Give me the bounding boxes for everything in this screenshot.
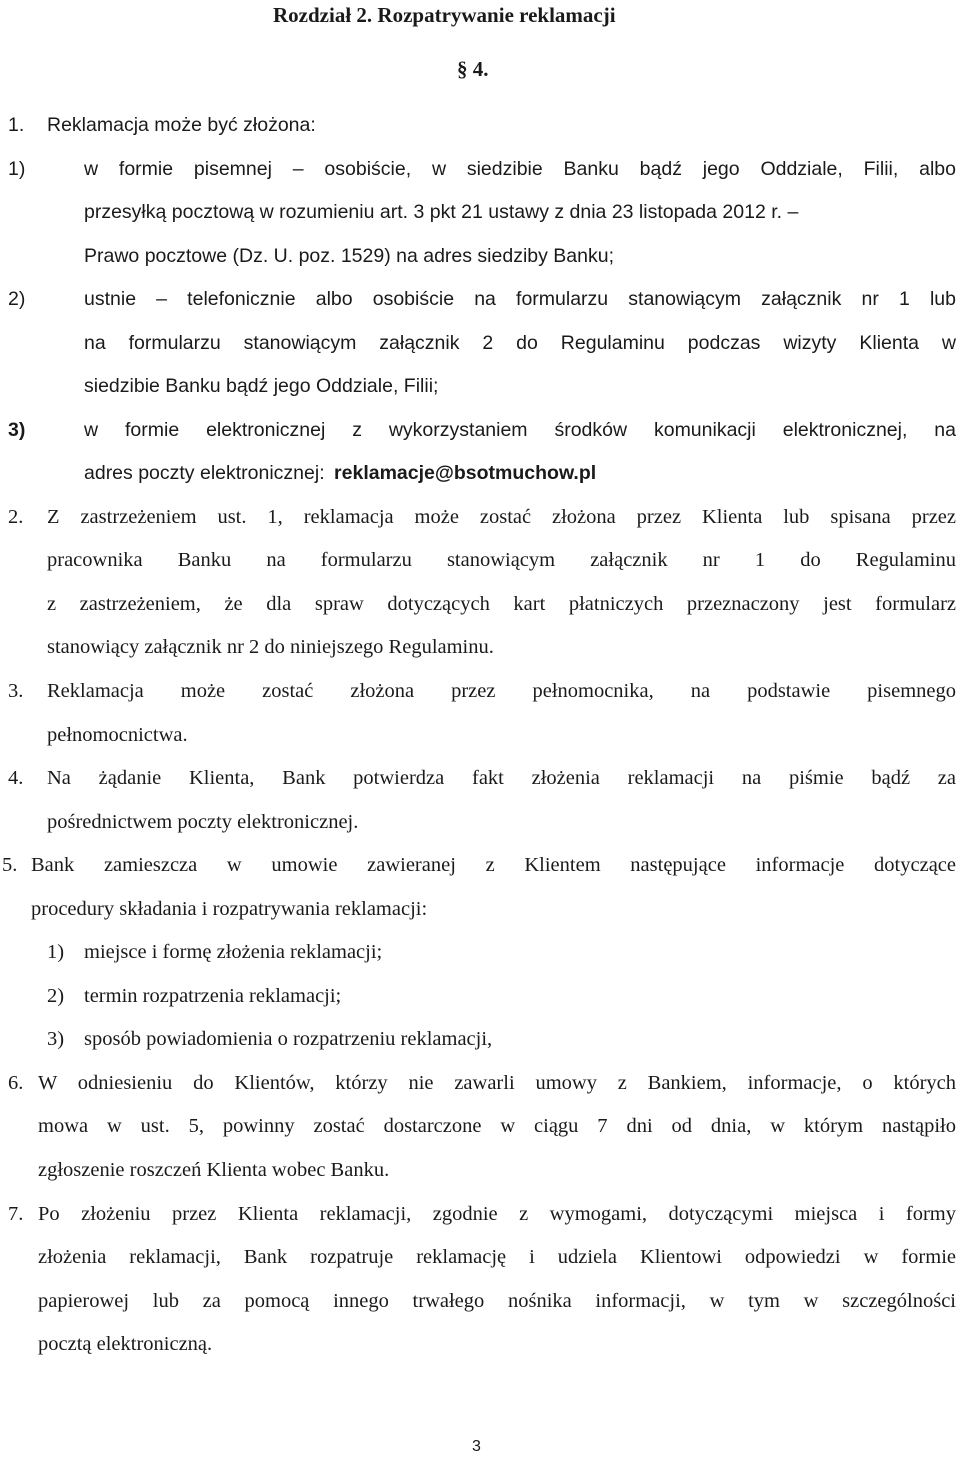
text-line: w formie pisemnej – osobiście, w siedzibie Banku bądź jego Oddziale, Filii, albo [84, 158, 956, 180]
text-line: Na żądanie Klienta, Bank potwierdza fakt złożenia reklamacji na piśmie bądź za [47, 767, 956, 789]
text-line: W odniesieniu do Klientów, którzy nie zawarli umowy z Bankiem, informacje, o których [38, 1072, 956, 1094]
text-line: Bank zamieszcza w umowie zawieranej z Klientem następujące informacje dotyczące [31, 854, 956, 876]
text-line: procedury składania i rozpatrywania reklamacji: [31, 898, 428, 920]
item-number: 5. [2, 854, 18, 876]
text-line: papierowej lub za pomocą innego trwałego nośnika informacji, w tym w szczególności [38, 1290, 956, 1312]
text-line: sposób powiadomienia o rozpatrzeniu reklamacji, [84, 1028, 493, 1050]
subitem-number: 2) [47, 985, 65, 1007]
subitem-number: 1) [8, 158, 26, 180]
subitem-number: 2) [8, 288, 26, 310]
text-line: Reklamacja może zostać złożona przez pełnomocnika, na podstawie pisemnego [47, 680, 956, 702]
text-line: zgłoszenie roszczeń Klienta wobec Banku. [38, 1159, 390, 1181]
subitem-number: 1) [47, 941, 65, 963]
text-line: ustnie – telefonicznie albo osobiście na formularzu stanowiącym załącznik nr 1 lub [84, 288, 956, 310]
item-number: 4. [8, 767, 24, 789]
text-line: mowa w ust. 5, powinny zostać dostarczone w ciągu 7 dni od dnia, w którym nastąpiło [38, 1115, 956, 1137]
text-line: przesyłką pocztową w rozumieniu art. 3 pkt 21 ustawy z dnia 23 listopada 2012 r. – [84, 201, 799, 223]
text-line: Po złożeniu przez Klienta reklamacji, zgodnie z wymogami, dotyczącymi miejsca i formy [38, 1203, 956, 1225]
item-number: 6. [8, 1072, 24, 1094]
paragraph-sign: § 4. [457, 57, 489, 81]
text-line: z zastrzeżeniem, że dla spraw dotyczących kart płatniczych przeznaczony jest formularz [47, 593, 956, 615]
page-number: 3 [472, 1438, 481, 1455]
item-text: Reklamacja może być złożona: [47, 114, 316, 136]
subitem-number: 3) [47, 1028, 65, 1050]
text-line: stanowiący załącznik nr 2 do niniejszego Regulaminu. [47, 636, 494, 658]
subitem-number: 3) [8, 419, 26, 441]
item-number: 2. [8, 506, 24, 528]
text-line: pełnomocnictwa. [47, 724, 188, 746]
text-line: pracownika Banku na formularzu stanowiącym załącznik nr 1 do Regulaminu [47, 549, 956, 571]
item-number: 1. [8, 114, 25, 136]
text-line: pocztą elektroniczną. [38, 1333, 213, 1355]
text-line: siedzibie Banku bądź jego Oddziale, Filii; [84, 375, 439, 397]
text-line: w formie elektronicznej z wykorzystaniem środków komunikacji elektronicznej, na [84, 419, 956, 441]
text-line: miejsce i formę złożenia reklamacji; [84, 941, 383, 963]
item-number: 7. [8, 1203, 24, 1225]
item-number: 3. [8, 680, 24, 702]
text-line: złożenia reklamacji, Bank rozpatruje reklamację i udziela Klientowi odpowiedzi w formie [38, 1246, 956, 1268]
text-line [84, 462, 596, 485]
chapter-title: Rozdział 2. Rozpatrywanie reklamacji [273, 3, 616, 27]
text-line: pośrednictwem poczty elektronicznej. [47, 811, 359, 833]
email-label: adres poczty elektronicznej: [84, 462, 325, 484]
email-address: reklamacje@bsotmuchow.pl [334, 462, 597, 484]
text-line: termin rozpatrzenia reklamacji; [84, 985, 342, 1007]
text-line: Prawo pocztowe (Dz. U. poz. 1529) na adres siedziby Banku; [84, 245, 615, 267]
text-line: Z zastrzeżeniem ust. 1, reklamacja może zostać złożona przez Klienta lub spisana przez [47, 506, 956, 528]
text-line: na formularzu stanowiącym załącznik 2 do Regulaminu podczas wizyty Klienta w [84, 332, 956, 354]
